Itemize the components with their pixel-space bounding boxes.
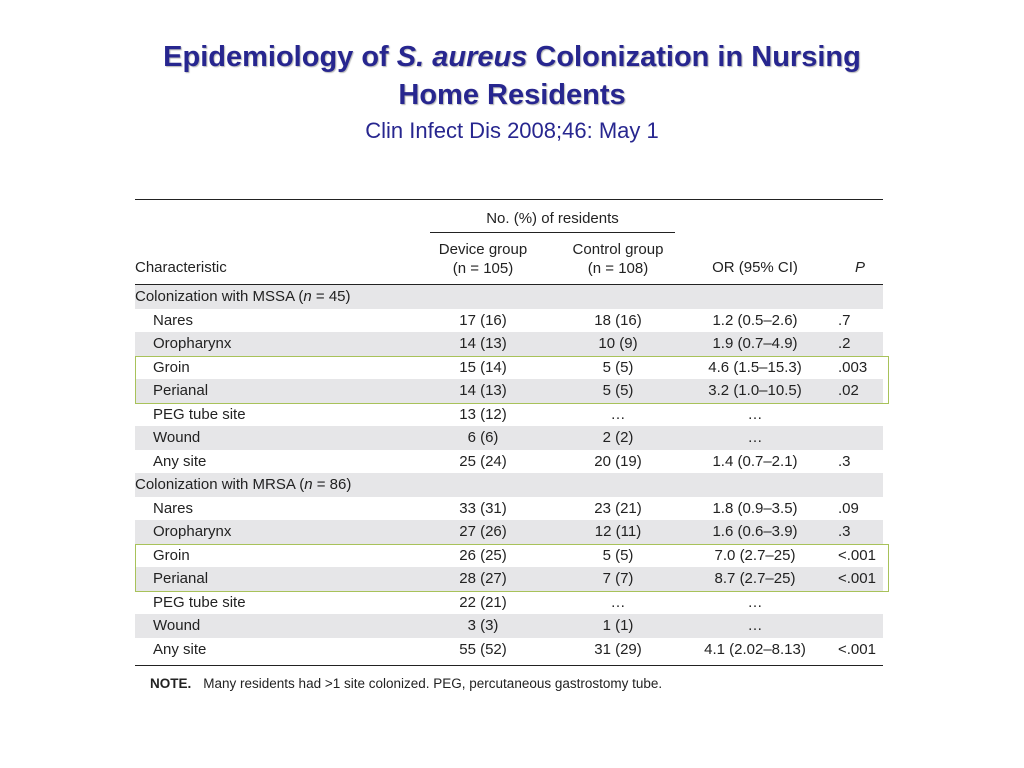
cell-site: Groin bbox=[153, 546, 190, 564]
cell-device: 13 (12) bbox=[459, 405, 507, 423]
cell-site: Any site bbox=[153, 452, 207, 470]
cell-or: 1.8 (0.9–3.5) bbox=[712, 499, 798, 517]
cell-or: 1.9 (0.7–4.9) bbox=[712, 335, 798, 352]
cell-p: <.001 bbox=[838, 640, 876, 658]
cell-p: .003 bbox=[838, 358, 868, 376]
data-table bbox=[135, 199, 883, 691]
title-prefix: Epidemiology of bbox=[163, 41, 397, 73]
cell-control: 2 (2) bbox=[602, 429, 634, 446]
slide-title-block bbox=[0, 38, 1024, 146]
cell-or: … bbox=[747, 617, 763, 634]
cell-or: 4.1 (2.02–8.13) bbox=[704, 640, 806, 658]
cell-or: 1.2 (0.5–2.6) bbox=[712, 311, 798, 329]
section-heading-suffix: = 86) bbox=[312, 476, 352, 493]
cell-device: 25 (24) bbox=[459, 452, 507, 470]
section-heading-row bbox=[135, 285, 883, 309]
cell-control: … bbox=[610, 593, 626, 611]
table-row bbox=[135, 638, 883, 662]
cell-p: .7 bbox=[838, 311, 851, 329]
cell-or: 1.4 (0.7–2.1) bbox=[712, 452, 798, 470]
cell-site: Any site bbox=[153, 640, 207, 658]
section-heading bbox=[135, 285, 351, 309]
cell-control: 10 (9) bbox=[598, 335, 638, 352]
cell-device: 55 (52) bbox=[459, 640, 507, 658]
cell-p: .3 bbox=[838, 523, 851, 540]
note-label: NOTE. bbox=[150, 676, 192, 691]
col-header-p: P bbox=[854, 259, 865, 276]
cell-device: 28 (27) bbox=[459, 570, 507, 587]
cell-site: Groin bbox=[153, 358, 190, 376]
cell-control: 5 (5) bbox=[602, 546, 634, 564]
table-row bbox=[135, 356, 883, 380]
cell-or: 3.2 (1.0–10.5) bbox=[708, 382, 802, 399]
group-header-rule bbox=[430, 232, 675, 233]
table-row bbox=[135, 497, 883, 521]
table-header bbox=[135, 200, 883, 284]
cell-or: … bbox=[747, 429, 763, 446]
cell-control: 20 (19) bbox=[594, 452, 642, 470]
cell-site: Wound bbox=[153, 617, 201, 634]
cell-site: PEG tube site bbox=[153, 405, 246, 423]
col-header-device bbox=[423, 240, 543, 278]
cell-site: Wound bbox=[153, 429, 201, 446]
cell-p: .3 bbox=[838, 452, 851, 470]
section-heading bbox=[135, 473, 351, 497]
col-header-device-name: Device group bbox=[438, 241, 528, 258]
table-row bbox=[135, 520, 883, 544]
table-bottom-rule bbox=[135, 665, 883, 666]
cell-site: Perianal bbox=[153, 570, 209, 587]
cell-or: 8.7 (2.7–25) bbox=[714, 570, 796, 587]
group-header: No. (%) of residents bbox=[486, 210, 619, 227]
cell-control: 7 (7) bbox=[602, 570, 634, 587]
title-suffix: Colonization in Nursing bbox=[527, 41, 861, 73]
section-heading-n: n bbox=[304, 476, 313, 493]
slide-title bbox=[0, 38, 1024, 76]
col-header-control-n: (n = 108) bbox=[587, 260, 649, 277]
cell-site: Oropharynx bbox=[153, 335, 232, 352]
section-heading-suffix: = 45) bbox=[311, 288, 351, 305]
table-row bbox=[135, 591, 883, 615]
cell-control: 23 (21) bbox=[594, 499, 642, 517]
cell-site: Nares bbox=[153, 499, 194, 517]
table-row bbox=[135, 567, 883, 591]
table-row bbox=[135, 450, 883, 474]
cell-device: 3 (3) bbox=[467, 617, 499, 634]
cell-device: 27 (26) bbox=[459, 523, 507, 540]
section-heading-prefix: Colonization with MRSA ( bbox=[135, 476, 305, 493]
cell-control: 1 (1) bbox=[602, 617, 634, 634]
table-row bbox=[135, 544, 883, 568]
table-row bbox=[135, 614, 883, 638]
slide-title-line2: Home Residents bbox=[398, 79, 626, 111]
table-row bbox=[135, 426, 883, 450]
col-header-control-name: Control group bbox=[572, 241, 664, 258]
cell-control: 31 (29) bbox=[594, 640, 642, 658]
cell-p: .09 bbox=[838, 499, 859, 517]
cell-p: .02 bbox=[838, 382, 859, 399]
cell-p: <.001 bbox=[838, 570, 876, 587]
cell-device: 17 (16) bbox=[459, 311, 507, 329]
cell-device: 33 (31) bbox=[459, 499, 507, 517]
table-note bbox=[135, 676, 883, 691]
table-row bbox=[135, 309, 883, 333]
cell-p: <.001 bbox=[838, 546, 876, 564]
cell-or: 4.6 (1.5–15.3) bbox=[708, 358, 802, 376]
cell-control: 18 (16) bbox=[594, 311, 642, 329]
cell-site: Nares bbox=[153, 311, 194, 329]
col-header-control bbox=[553, 240, 683, 278]
cell-p: .2 bbox=[838, 335, 851, 352]
table-row bbox=[135, 403, 883, 427]
table-body bbox=[135, 285, 883, 661]
cell-device: 26 (25) bbox=[459, 546, 507, 564]
cell-or: 1.6 (0.6–3.9) bbox=[712, 523, 798, 540]
col-header-or: OR (95% CI) bbox=[712, 259, 798, 276]
cell-site: Oropharynx bbox=[153, 523, 232, 540]
title-organism: S. aureus bbox=[396, 41, 528, 73]
section-heading-n: n bbox=[303, 288, 312, 305]
cell-control: 5 (5) bbox=[602, 358, 634, 376]
note-text: Many residents had >1 site colonized. PEG, percutaneous gastrostomy tube. bbox=[203, 676, 663, 691]
cell-device: 22 (21) bbox=[459, 593, 507, 611]
cell-device: 14 (13) bbox=[459, 382, 507, 399]
cell-or: 7.0 (2.7–25) bbox=[714, 546, 796, 564]
col-header-characteristic: Characteristic bbox=[135, 259, 227, 276]
cell-device: 14 (13) bbox=[459, 335, 507, 352]
cell-or: … bbox=[747, 405, 763, 423]
section-heading-prefix: Colonization with MSSA ( bbox=[135, 288, 304, 305]
cell-device: 15 (14) bbox=[459, 358, 507, 376]
cell-control: … bbox=[610, 405, 626, 423]
table-row bbox=[135, 332, 883, 356]
cell-control: 12 (11) bbox=[594, 523, 642, 540]
col-header-device-n: (n = 105) bbox=[452, 260, 514, 277]
cell-site: PEG tube site bbox=[153, 593, 246, 611]
cell-control: 5 (5) bbox=[602, 382, 634, 399]
table-row bbox=[135, 379, 883, 403]
cell-device: 6 (6) bbox=[467, 429, 499, 446]
cell-site: Perianal bbox=[153, 382, 209, 399]
section-heading-row bbox=[135, 473, 883, 497]
cell-or: … bbox=[747, 593, 763, 611]
citation: Clin Infect Dis 2008;46: May 1 bbox=[365, 118, 659, 143]
